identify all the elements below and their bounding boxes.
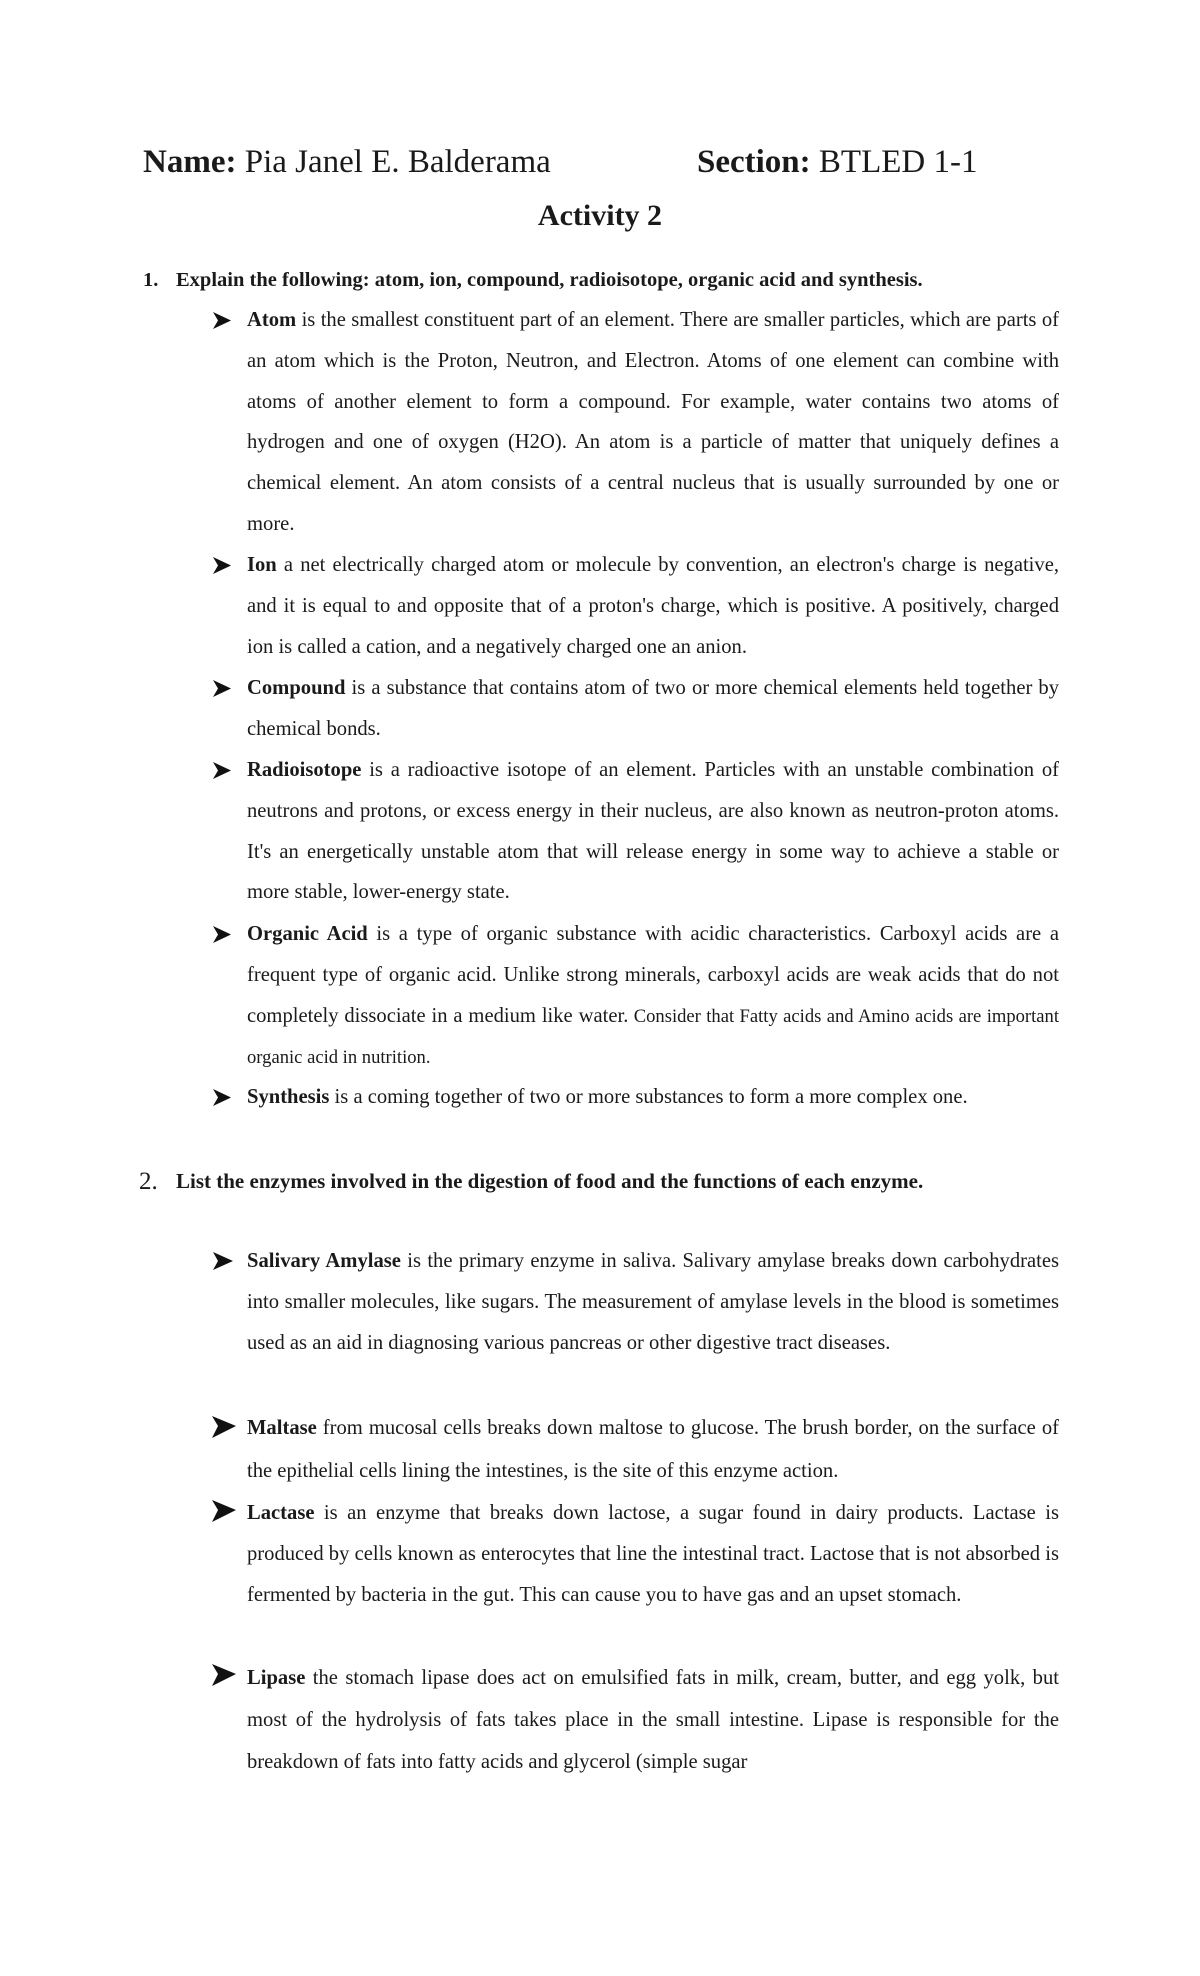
arrowhead-bullet-icon: [211, 668, 237, 708]
definition: is a substance that contains atom of two or more chemical elements held together by chemical bonds.: [247, 677, 1059, 740]
arrowhead-bullet-icon: [211, 545, 237, 585]
list-item-lactase: [247, 1493, 1059, 1616]
header: [143, 140, 1043, 184]
question-number: 1.: [143, 269, 159, 291]
definition: is an enzyme that breaks down lactose, a sugar found in dairy products. Lactase is produced by cells known as enterocytes that line the intestinal tract. Lactose that is not absorbed is fermented by bacteria in the gut. This can cause you to have gas and an upset stomach.: [247, 1502, 1059, 1606]
arrowhead-bullet-icon: [211, 1657, 237, 1697]
term: Radioisotope: [247, 759, 362, 781]
term: Maltase: [247, 1417, 317, 1439]
arrowhead-bullet-icon: [211, 1077, 237, 1117]
name-field: [143, 144, 551, 180]
page-title: Activity 2: [537, 199, 663, 232]
list-item-lipase: [247, 1657, 1059, 1783]
definition-note: Consider that Fatty acids and Amino acids are important organic acid in nutrition.: [247, 1005, 1059, 1069]
term: Lipase: [247, 1667, 306, 1689]
question-text: List the enzymes involved in the digestion of food and the functions of each enzyme.: [176, 1169, 924, 1193]
arrowhead-bullet-icon: [211, 1407, 237, 1447]
list-item-synthesis: [247, 1077, 1059, 1118]
arrowhead-bullet-icon: [211, 750, 237, 790]
term: Ion: [247, 554, 277, 576]
definition: is a radioactive isotope of an element. Particles with an unstable combination of neutrons and protons, or excess energy in their nucleus, are also known as neutron-proton atoms. It's an energetically unstable atom that will release energy in some way to achieve a stable or more stable, lower-energy state.: [247, 759, 1059, 904]
section-field: [697, 140, 977, 184]
term: Organic Acid: [247, 923, 368, 945]
arrowhead-bullet-icon: [211, 1493, 237, 1533]
definition: is a type of organic substance with acidic characteristics. Carboxyl acids are a frequent type of organic acid. Unlike strong minerals, carboxyl acids are weak acids that do not completely dissociate in a medium like water.: [247, 923, 1059, 1027]
question-1: [143, 260, 1056, 301]
section-value: BTLED 1-1: [818, 144, 978, 180]
definition: is the smallest constituent part of an element. There are smaller particles, which are parts of an atom which is the Proton, Neutron, and Electron. Atoms of one element can combine with atoms of another element to form a compound. For example, water contains two atoms of hydrogen and one of oxygen (H2O). An atom is a particle of matter that uniquely defines a chemical element. An atom consists of a central nucleus that is usually surrounded by one or more.: [247, 309, 1059, 535]
question-number: 2.: [139, 1168, 158, 1195]
name-label: Name:: [143, 144, 237, 180]
term: Atom: [247, 309, 297, 331]
term: Synthesis: [247, 1086, 330, 1108]
question-text: Explain the following: atom, ion, compound, radioisotope, organic acid and synthesis.: [176, 269, 923, 291]
term: Salivary Amylase: [247, 1250, 401, 1272]
definition: is a coming together of two or more substances to form a more complex one.: [329, 1086, 968, 1108]
list-item-maltase: [247, 1407, 1059, 1493]
term: Lactase: [247, 1502, 315, 1524]
name-value: Pia Janel E. Balderama: [244, 144, 551, 180]
definition: the stomach lipase does act on emulsified fats in milk, cream, butter, and egg yolk, but most of the hydrolysis of fats takes place in the small intestine. Lipase is responsible for the breakdown of fats into fatty acids and glycerol (simple sugar: [247, 1667, 1059, 1773]
arrowhead-bullet-icon: [211, 1241, 237, 1281]
section-label: Section:: [697, 144, 811, 180]
list-item-salivary-amylase: [247, 1241, 1059, 1364]
definition: is the primary enzyme in saliva. Salivary amylase breaks down carbohydrates into smaller molecules, like sugars. The measurement of amylase levels in the blood is sometimes used as an aid in diagnosing various pancreas or other digestive tract diseases.: [247, 1250, 1059, 1354]
list-item-radioisotope: [247, 750, 1059, 913]
question-2: [139, 1161, 1026, 1202]
list-item-organic-acid: [247, 914, 1059, 1079]
term: Compound: [247, 677, 346, 699]
arrowhead-bullet-icon: [211, 914, 237, 954]
list-item-compound: [247, 668, 1059, 750]
arrowhead-bullet-icon: [211, 300, 237, 340]
definition: from mucosal cells breaks down maltose to glucose. The brush border, on the surface of the epithelial cells lining the intestines, is the site of this enzyme action.: [247, 1417, 1059, 1482]
list-item-atom: [247, 300, 1059, 545]
definition: a net electrically charged atom or molecule by convention, an electron's charge is negative, and it is equal to and opposite that of a proton's charge, which is positive. A positively, charged ion is called a cation, and a negatively charged one an anion.: [247, 554, 1059, 658]
list-item-ion: [247, 545, 1059, 667]
